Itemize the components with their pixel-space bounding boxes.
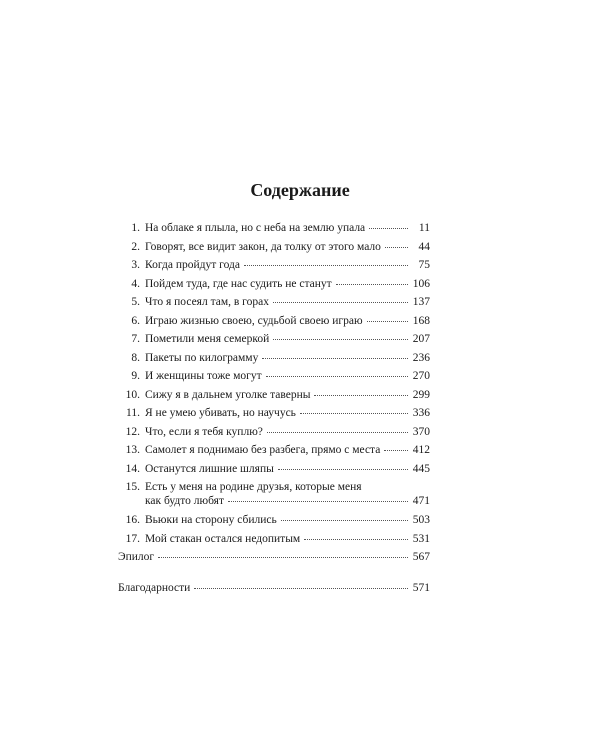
toc-entry-title: Эпилог	[118, 551, 155, 563]
toc-entry-page: 503	[412, 514, 430, 526]
toc-entry-13	[118, 443, 430, 462]
dot-leader	[267, 432, 408, 433]
toc-entry-title: Играю жизнью своею, судьбой своею играю	[145, 314, 363, 327]
toc-entry-page: 270	[412, 370, 430, 382]
toc-entry-page: 11	[418, 222, 430, 234]
toc-entry-14	[118, 462, 430, 481]
toc-entry-number: 6.	[131, 314, 140, 327]
dot-leader	[244, 265, 408, 266]
toc-entry-title: На облаке я плыла, но с неба на землю упала	[145, 222, 366, 234]
toc-entry-number: 15.	[125, 481, 140, 493]
toc-entry-title: Пакеты по килограмму	[145, 351, 259, 364]
toc-entry-title: Благодарности	[118, 581, 191, 594]
toc-entry-title-line2: как будто любят	[145, 495, 224, 507]
dot-leader	[194, 588, 408, 589]
toc-entry-title: Сижу я в дальнем уголке таверны	[145, 388, 311, 401]
page-title: Содержание	[250, 180, 350, 200]
toc-entry-page: 207	[412, 333, 430, 345]
dot-leader	[314, 395, 408, 396]
toc-entry-7	[118, 332, 430, 351]
toc-entry-10	[118, 388, 430, 407]
dot-leader	[228, 501, 408, 502]
dot-leader	[278, 469, 408, 470]
toc-entry-page: 412	[412, 444, 430, 456]
toc-entry-number: 5.	[131, 296, 140, 308]
dot-leader	[367, 321, 408, 322]
toc-entry-3	[118, 258, 430, 277]
toc-entry-page: 44	[418, 240, 430, 253]
dot-leader	[384, 450, 408, 451]
toc-entry-page: 571	[412, 581, 430, 594]
table-of-contents	[118, 221, 430, 599]
toc-entry-title: Что, если я тебя куплю?	[145, 425, 263, 438]
dot-leader	[266, 376, 408, 377]
toc-entry-15	[118, 480, 430, 513]
toc-entry-1	[118, 221, 430, 240]
dot-leader	[304, 539, 408, 540]
toc-entry-page: 75	[418, 259, 430, 271]
toc-entry-title: Я не умею убивать, но научусь	[145, 407, 296, 419]
toc-entry-number: 10.	[125, 388, 140, 401]
toc-entry-4	[118, 277, 430, 296]
toc-entry-title: Когда пройдут года	[145, 259, 240, 271]
dot-leader	[369, 228, 408, 229]
toc-entry-5	[118, 295, 430, 314]
dot-leader	[158, 557, 408, 558]
dot-leader	[262, 358, 408, 359]
dot-leader	[273, 302, 408, 303]
toc-entry-number: 8.	[131, 351, 140, 364]
toc-entry-page: 299	[412, 388, 430, 401]
toc-entry-11	[118, 406, 430, 425]
toc-entry-number: 3.	[131, 259, 140, 271]
toc-entry-2	[118, 240, 430, 259]
toc-entry-title: Останутся лишние шляпы	[145, 462, 274, 475]
toc-entry-number: 9.	[131, 370, 140, 382]
toc-entry-page: 106	[412, 277, 430, 290]
dot-leader	[385, 247, 408, 248]
toc-entry-title: Говорят, все видит закон, да толку от этого мало	[145, 240, 381, 253]
toc-entry-12	[118, 425, 430, 444]
toc-entry-page: 370	[412, 425, 430, 438]
toc-entry-page: 236	[412, 351, 430, 364]
dot-leader	[336, 284, 408, 285]
toc-entry-page: 137	[412, 296, 430, 308]
toc-entry-number: 12.	[125, 425, 140, 438]
toc-entry-page: 168	[412, 314, 430, 327]
toc-entry-title: Самолет я поднимаю без разбега, прямо с места	[145, 444, 381, 456]
toc-entry-16	[118, 513, 430, 532]
toc-entry-number: 11.	[126, 407, 140, 419]
toc-entry-17	[118, 532, 430, 551]
toc-entry-number: 16.	[125, 514, 140, 526]
toc-entry-epilogue	[118, 550, 430, 569]
toc-entry-number: 14.	[125, 462, 140, 475]
toc-entry-number: 4.	[131, 277, 140, 290]
toc-entry-page: 471	[412, 495, 430, 507]
toc-entry-title: Пойдем туда, где нас судить не станут	[145, 277, 332, 290]
toc-entry-page: 531	[412, 532, 430, 545]
toc-entry-9	[118, 369, 430, 388]
toc-entry-acknowledgements	[118, 581, 430, 600]
toc-entry-page: 336	[412, 407, 430, 419]
toc-entry-6	[118, 314, 430, 333]
dot-leader	[300, 413, 408, 414]
toc-entry-number: 7.	[131, 333, 140, 345]
toc-entry-title: И женщины тоже могут	[145, 370, 262, 382]
toc-entry-number: 1.	[131, 222, 140, 234]
toc-entry-page: 567	[412, 551, 430, 563]
toc-entry-title: Пометили меня семеркой	[145, 333, 270, 345]
toc-entry-title: Что я посеял там, в горах	[145, 296, 269, 308]
dot-leader	[273, 339, 408, 340]
toc-entry-number: 13.	[125, 444, 140, 456]
toc-entry-title: Мой стакан остался недопитым	[145, 532, 301, 545]
toc-entry-page: 445	[412, 462, 430, 475]
toc-entry-number: 17.	[125, 532, 140, 545]
toc-entry-title-line1: Есть у меня на родине друзья, которые меня	[145, 481, 362, 493]
dot-leader	[281, 520, 408, 521]
toc-entry-number: 2.	[131, 240, 140, 253]
toc-entry-title: Вьюки на сторону сбились	[145, 514, 277, 526]
toc-entry-8	[118, 351, 430, 370]
